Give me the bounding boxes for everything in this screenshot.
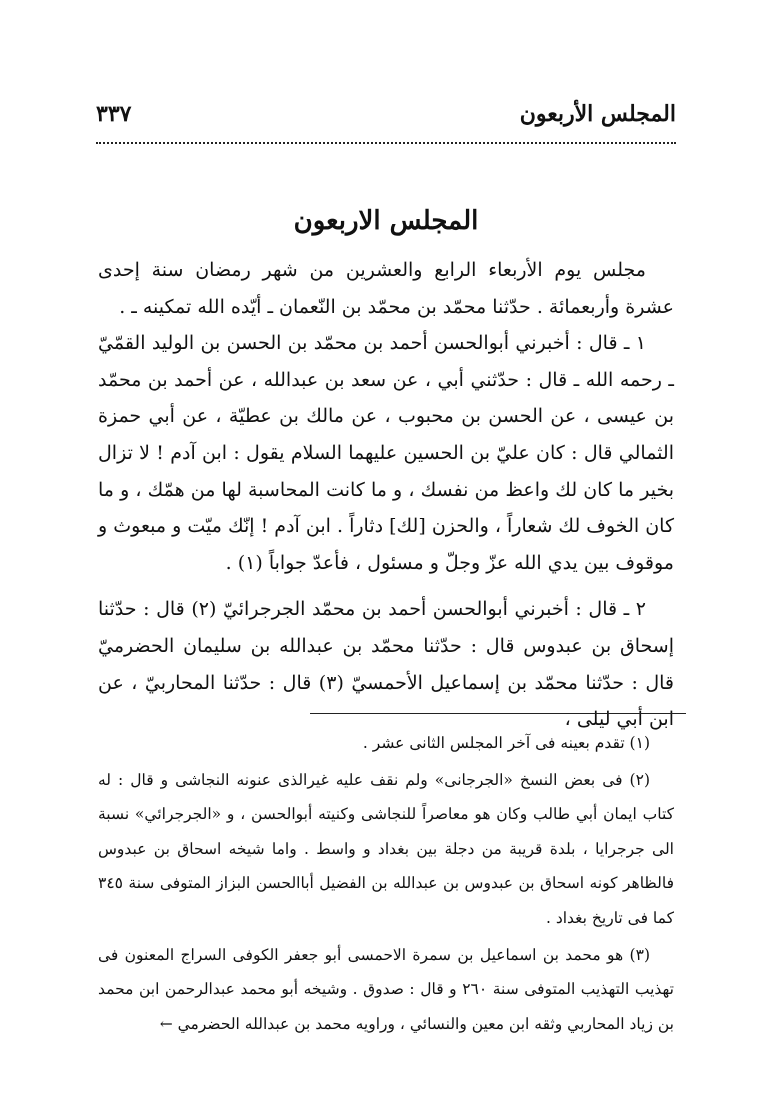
footnote-rule — [310, 713, 686, 714]
running-head-title: المجلس الأربعون — [519, 101, 676, 127]
footnote-1: (١) تقدم بعينه فى آخر المجلس الثانى عشر . — [362, 734, 650, 752]
running-head — [96, 98, 676, 138]
paragraph-hadith-1: ١ ـ قال : أخبرني أبوالحسن أحمد بن محمّد بن الحسن بن الوليد القمّيّ ـ رحمه الله ـ قال : حدّثني أبي ، عن سعد بن عبدالله ، عن أحمد بن محمّد بن عيسى ، عن الحسن بن محبوب ، عن مالك بن عطيّة ، عن أبي حمزة الثمالي قال : كان عليّ بن الحسين عليهما السلام يقول : ابن آدم ! لا تزال بخير ما كان لك واعظ من نفسك ، و ما كانت المحاسبة لها من همّك ، و ما كان الخوف لك شعاراً ، والحزن [لك] دثاراً . ابن آدم ! إنّك ميّت و مبعوث و موقوف بين يدي الله عزّ وجلّ و مسئول ، فأعدّ جواباً (١) . — [98, 332, 674, 574]
paragraph-hadith-2: ٢ ـ قال : أخبرني أبوالحسن أحمد بن محمّد الجرجرائيّ (٢) قال : حدّثنا إسحاق بن عبدوس قال : حدّثنا محمّد بن عبدالله بن سليمان الحضرميّ قال : حدّثنا محمّد بن إسماعيل الأحمسيّ (٣) قال : حدّثنا المحاربيّ ، عن ابن أبي ليلى ، — [98, 598, 674, 731]
footnote-3: (٣) هو محمد بن اسماعيل بن سمرة الاحمسى أبو جعفر الكوفى السراج المعنون فى تهذيب التهذيب المتوفى سنة ٢٦٠ و قال : صدوق . وشيخه أبو محمد عبدالرحمن ابن محمد بن زياد المحاربي وثقه ابن معين والنسائي ، وراويه محمد بن عبدالله الحضرمي ← — [98, 945, 674, 1033]
footnotes — [98, 726, 674, 1043]
footnote-2: (٢) فى بعض النسخ «الجرجانى» ولم نقف عليه غيرالذى عنونه النجاشى و قال : له كتاب ايمان أبي طالب وكان هو معاصراً للنجاشى وكنيته أبوالحسن ، و «الجرجرائي» نسبة الى جرجرايا ، بلدة قريبة من دجلة بين بغداد و واسط . واما شيخه اسحاق بن عبدوس فالظاهر كونه اسحاق بن عبدوس بن عبدالله بن الفضيل أباالحسن البزاز المتوفى سنة ٣٤٥ كما فى تاريخ بغداد . — [98, 770, 674, 927]
header-dotted-rule — [96, 142, 676, 144]
main-text — [98, 252, 674, 738]
paragraph-intro: مجلس يوم الأربعاء الرابع والعشرين من شهر رمضان سنة إحدى عشرة وأربعمائة . حدّثنا محمّد بن محمّد بن النّعمان ـ أيّده الله تمكينه ـ . — [98, 259, 674, 318]
chapter-title: المجلس الاربعون — [293, 206, 479, 236]
page-number: ٣٣٧ — [96, 101, 132, 127]
